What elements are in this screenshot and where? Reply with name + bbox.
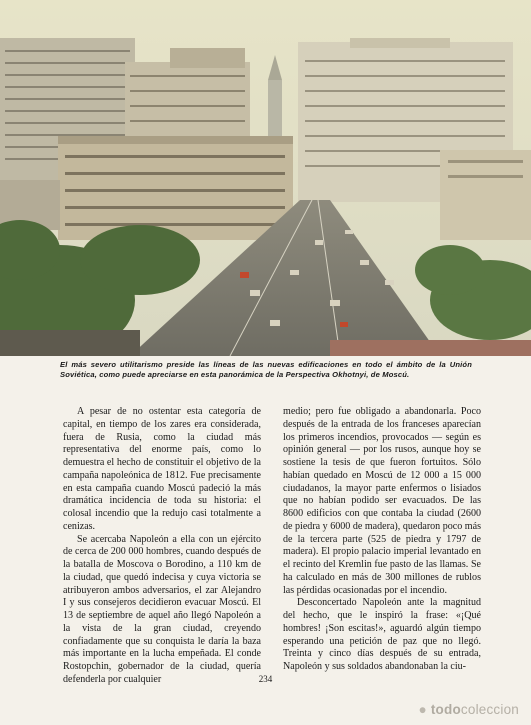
photo-caption: El más severo utilitarismo preside las líneas de las nuevas edificaciones en todo el ámbito de la Unión Soviética, como puede apreciarse en esta panorámica de la Perspectiva Okhotnyi, de Moscú. (60, 360, 472, 380)
city-panorama-photo (0, 0, 531, 356)
paragraph: medio; pero fue obligado a abandonarla. Poco después de la entrada de los franceses aparecían los primeros incendios, provocados — según es opinión general — por los rusos, aunque hoy se sostiene la tesis de que fueron fortuitos. Sólo habían quedado en Moscú de 12 000 a 15 000 ciudadanos, la mayor parte enfermos o lisiados que no habían podido ser evacuados. De las 8600 edificios con que contaba la ciudad (2600 de piedra y 6000 de madera), quedaron poco más de la tercera parte (525 de piedra y 1797 de madera). El propio palacio imperial levantado en el recinto del Kremlin fue pasto de las llamas. Se ha calculado en más de 300 millones de rublos las pérdidas ocasionadas por el incendio. (283, 406, 481, 596)
text-column-right (283, 406, 481, 674)
page-number: 234 (258, 674, 273, 684)
watermark (419, 702, 519, 717)
text-column-left (63, 406, 261, 687)
paragraph: Se acercaba Napoleón a ella con un ejército de cerca de 200 000 hombres, cuando después de la batalla de Moscova o Borodino, a 110 km de la ciudad, que quedó indecisa y cuya victoria se atribuyeron ambos adversarios, el zar Alejandro I y sus consejeros decidieron evacuar Moscú. El 13 de septiembre de aquel año llegó Napoleón a la vista de la gran ciudad, creyendo confiadamente que su conquista le daría la baza más importante en la lucha empeñada. El conde Rostopchin, gobernador de la ciudad, quería defenderla por cualquier (63, 533, 261, 685)
watermark-prefix: todo (430, 702, 461, 717)
paragraph: A pesar de no ostentar esta categoría de capital, en tiempo de los zares era considerada, fuera de Rusia, como la ciudad más representativa del enorme país, como lo demuestra el hecho de constituir el objetivo de la campaña napoleónica de 1812. Fue precisamente en esta campaña cuando Moscú padeció la más dramática incidencia de toda su historia: el colosal incendio que la redujo casi totalmente a cenizas. (63, 406, 261, 532)
watermark-dot-icon: ● (418, 702, 427, 717)
watermark-suffix: coleccion (460, 702, 519, 717)
paragraph: Desconcertado Napoleón ante la magnitud del hecho, que le inspiró la frase: «¡Qué hombres! ¡Son escitas!», aguardó algún tiempo esperando una petición de paz que no llegó. Treinta y cinco días después de su entrada, Napoleón y sus soldados abandonaban la ciu- (283, 597, 481, 672)
